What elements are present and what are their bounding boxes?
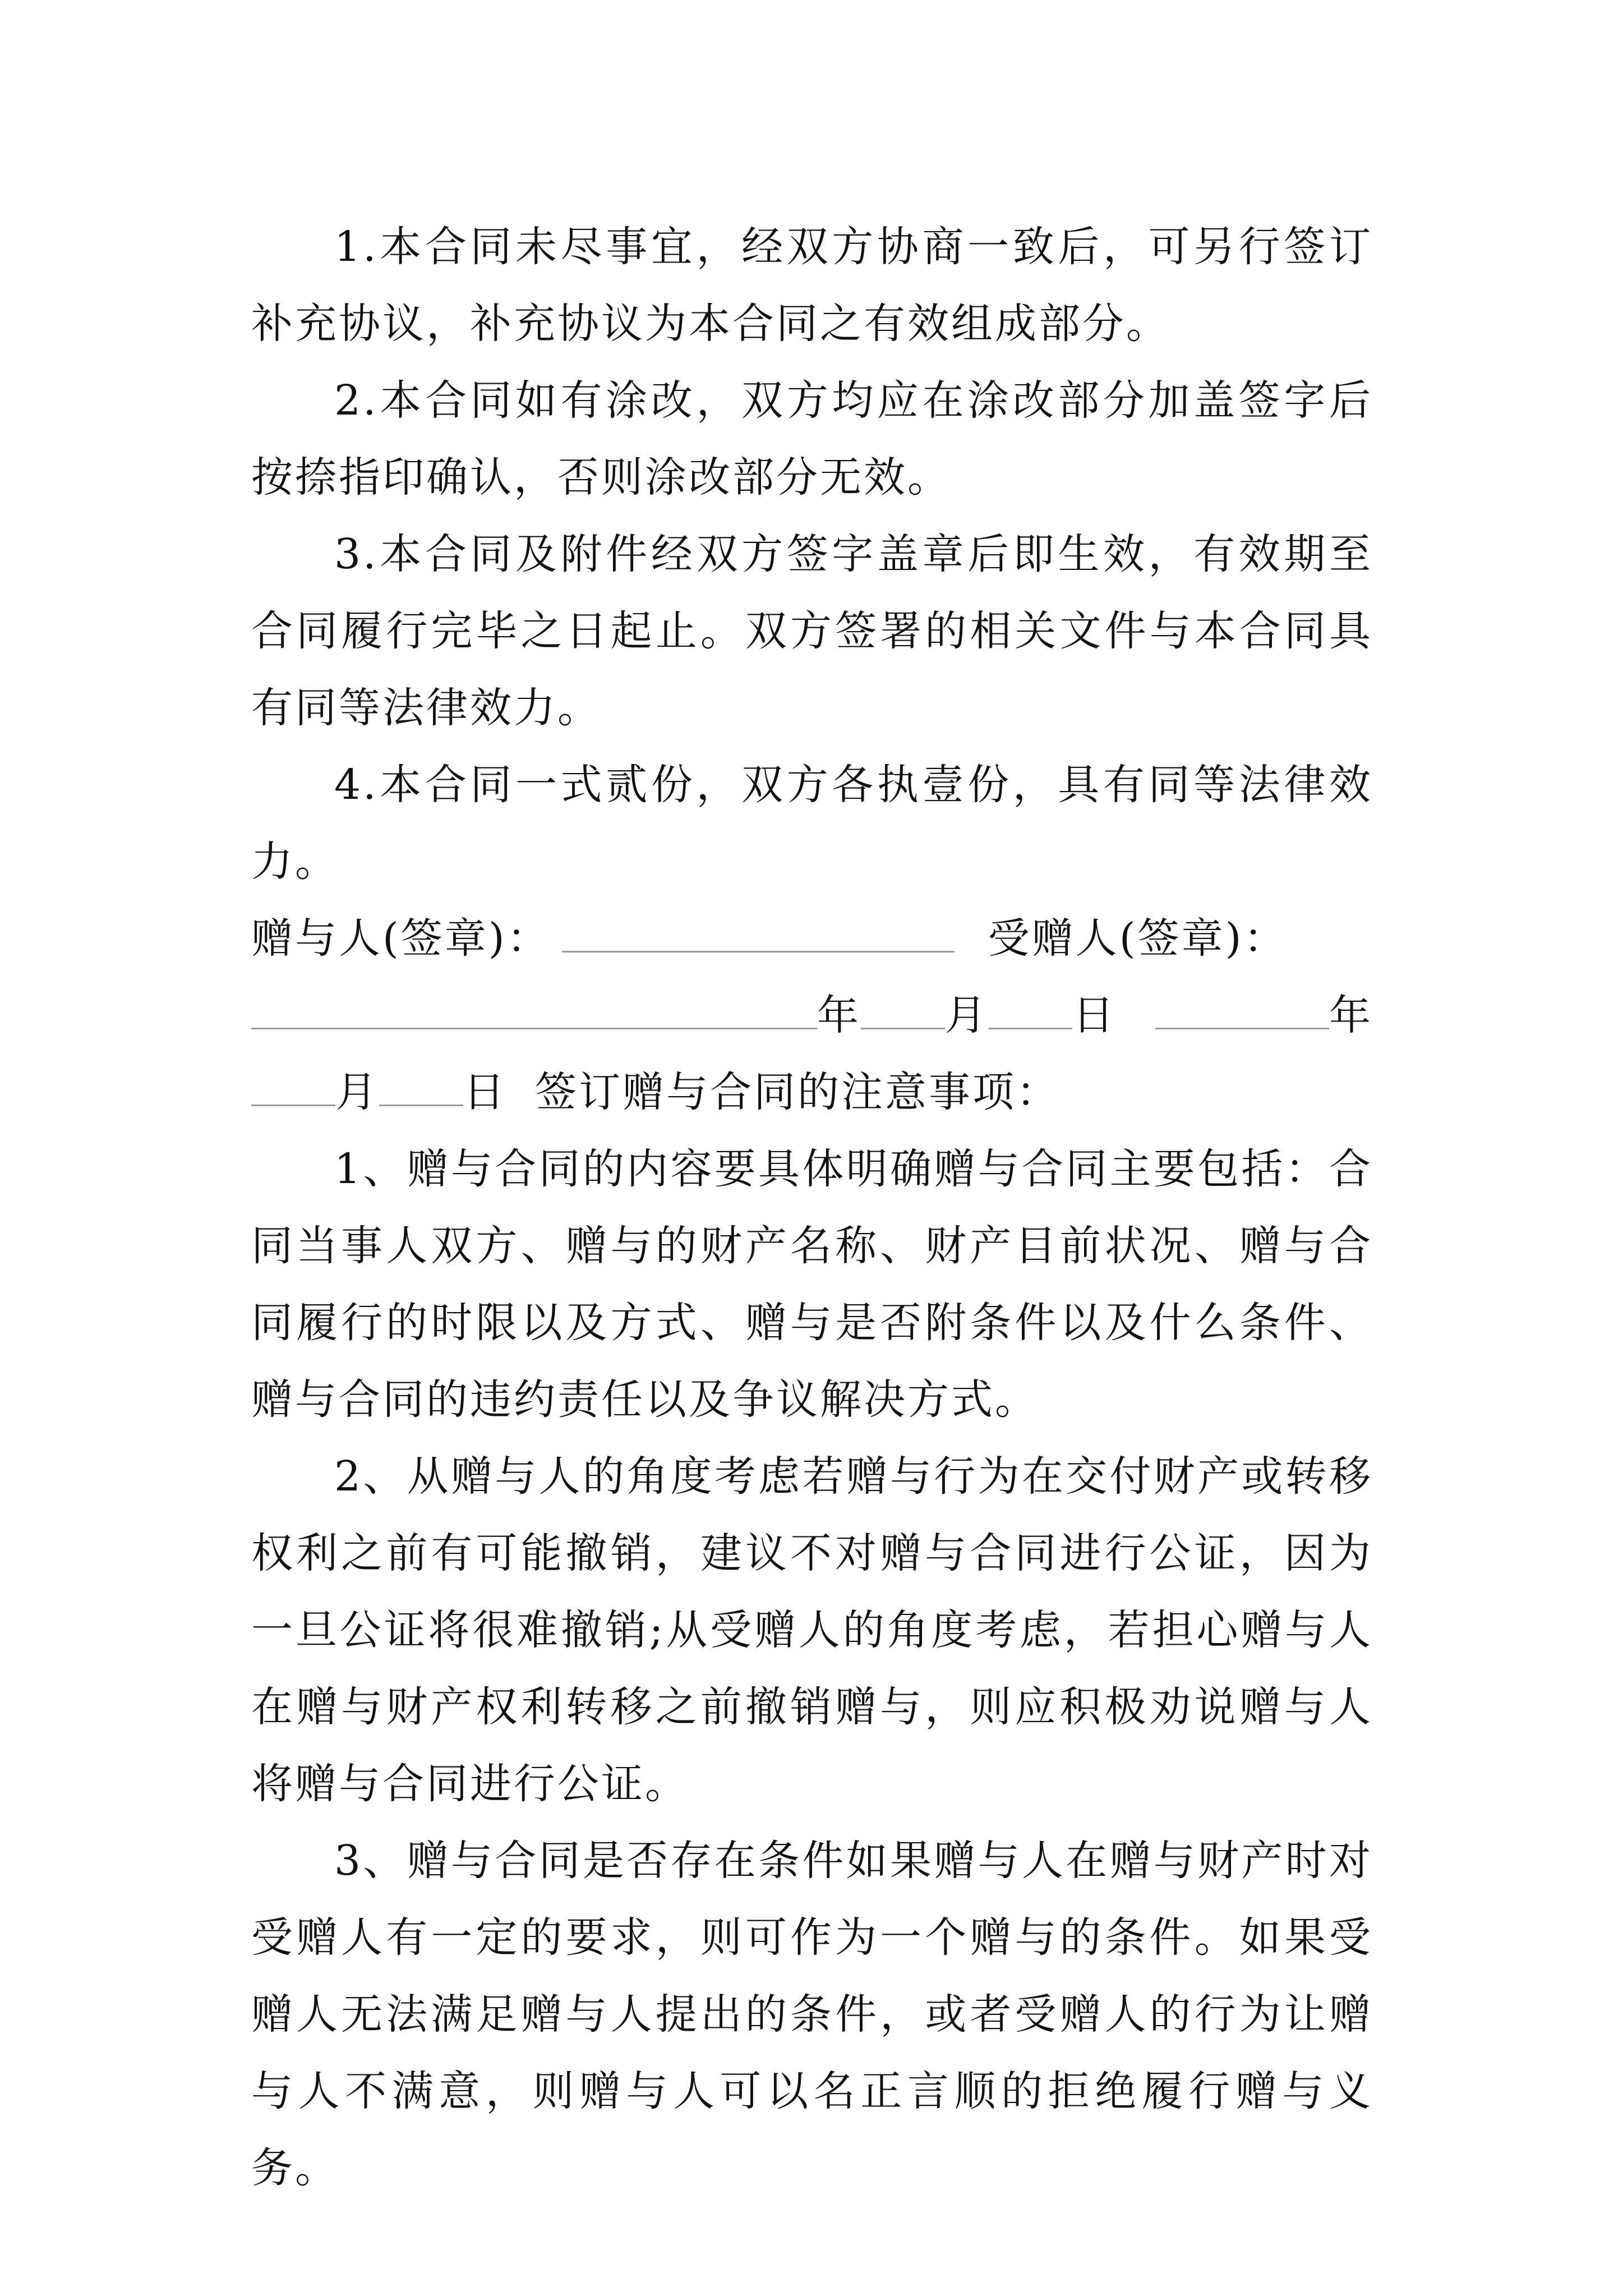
note-1: 1、赠与合同的内容要具体明确赠与合同主要包括：合同当事人双方、赠与的财产名称、财产目前状况、赠与合同履行的时限以及方式、赠与是否附条件以及什么条件、赠与合同的违约责任以及争议解决方式。 (251, 1145, 1373, 1424)
clause-3: 3.本合同及附件经双方签字盖章后即生效，有效期至合同履行完毕之日起止。双方签署的相关文件与本合同具有同等法律效力。 (251, 530, 1373, 732)
notes-title: 签订赠与合同的注意事项： (535, 1068, 1060, 1116)
date-year-label-1: 年 (817, 991, 861, 1039)
date-day-blank-1 (989, 993, 1073, 1029)
date-year-blank-2 (1155, 993, 1329, 1029)
date-month-label-1: 月 (944, 991, 989, 1039)
signature-line-2 (251, 977, 1373, 1054)
clause-4: 4.本合同一式贰份，双方各执壹份，具有同等法律效力。 (251, 761, 1373, 886)
signature-line-1 (251, 900, 1373, 977)
date-day-blank-2 (379, 1070, 463, 1106)
donee-signature-blank (251, 993, 817, 1029)
document-body (251, 209, 1373, 2207)
signature-line-3 (251, 1054, 1373, 1131)
date-month-blank-2 (251, 1070, 335, 1106)
clause-2: 2.本合同如有涂改，双方均应在涂改部分加盖签字后按捺指印确认，否则涂改部分无效。 (251, 376, 1373, 501)
date-day-label-1: 日 (1072, 991, 1117, 1039)
date-day-label-2: 日 (463, 1068, 507, 1116)
donor-signature-label: 赠与人(签章)： (251, 914, 551, 963)
date-month-blank-1 (861, 993, 945, 1029)
date-year-label-2: 年 (1329, 991, 1373, 1039)
date-month-label-2: 月 (335, 1068, 379, 1116)
clause-1: 1.本合同未尽事宜，经双方协商一致后，可另行签订补充协议，补充协议为本合同之有效组成部分。 (251, 223, 1373, 348)
note-3: 3、赠与合同是否存在条件如果赠与人在赠与财产时对受赠人有一定的要求，则可作为一个赠与的条件。如果受赠人无法满足赠与人提出的条件，或者受赠人的行为让赠与人不满意，则赠与人可以名正言顺的拒绝履行赠与义务。 (251, 1837, 1373, 2192)
note-2: 2、从赠与人的角度考虑若赠与行为在交付财产或转移权利之前有可能撤销，建议不对赠与合同进行公证，因为一旦公证将很难撤销;从受赠人的角度考虑，若担心赠与人在赠与财产权利转移之前撤销赠与，则应积极劝说赠与人将赠与合同进行公证。 (251, 1452, 1373, 1808)
donor-signature-blank (562, 916, 955, 953)
donee-signature-label: 受赠人(签章)： (988, 914, 1288, 963)
